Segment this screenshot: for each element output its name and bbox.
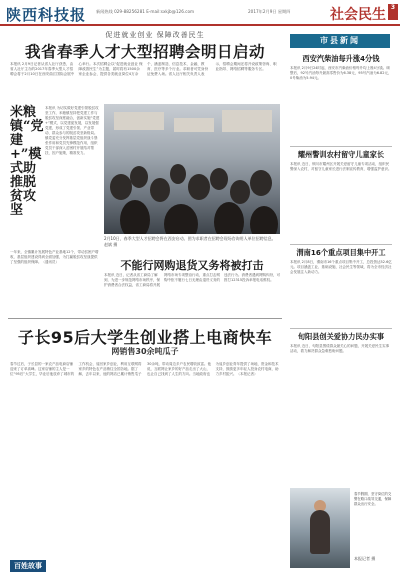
- masthead-date: 2017年2月9日 星期四: [248, 9, 291, 14]
- sidebar-photo-caption: 春节假期，坚守岗位的交警在路口疏导交通，保障群众出行安全。: [354, 492, 392, 506]
- sidebar-item-body: 本报讯 近日，旬阳县围绕群众最关心的问题，开展关爱民生实事活动，着力解决群众急难愁盼问题。: [290, 344, 390, 353]
- sidebar-item-title[interactable]: 旬阳县创关爱协力民办实事: [297, 332, 385, 341]
- sidebar-item-title[interactable]: 西安汽柴油每升涨4分钱: [302, 54, 380, 63]
- sidebar-photo-credit: 本报记者 摄: [354, 556, 376, 561]
- masthead: [0, 0, 400, 26]
- lead-kicker: 促进就业创业 保障改善民生: [105, 31, 205, 39]
- secondary-headline[interactable]: 不能行网购退货又务将被打击: [120, 259, 264, 272]
- feature-subheadline: 网销售30余吨瓜子: [111, 347, 179, 356]
- commentary-body-continued: 一年来，全镇累计发展特色产业基地12个，带动贫困户增收，基层组织建设得到全面加强，为打赢脱贫攻坚战提供了坚强的组织保障。（通讯员）: [10, 250, 99, 264]
- sidebar-divider: [290, 146, 392, 147]
- sidebar-item-body: 本报讯 近日，铜川市耀州区开展关爱留守儿童专项活动，组织民警深入农村，对留守儿童家长进行法制宣传教育，增强监护意识。: [290, 162, 392, 171]
- feature-headline[interactable]: 子长95后大学生创业搭上电商快车: [17, 328, 273, 347]
- page-number: 3: [388, 4, 398, 20]
- paper-logo: 陕西科技报: [6, 6, 87, 24]
- traffic-police-photo: [290, 488, 350, 568]
- masthead-contact: 新闻热线 029-88256281 E-mail:sxkjb@126.com: [96, 9, 195, 14]
- commentary-headline[interactable]: 米粮镇“党建+”模式助推脱贫攻坚: [10, 105, 44, 218]
- sidebar-item-title[interactable]: 耀州警训农村留守儿童家长: [297, 150, 385, 159]
- job-fair-photo: [104, 104, 280, 234]
- lead-headline[interactable]: 我省春季人才大型招聘会明日启动: [24, 43, 265, 61]
- sidebar-divider: [290, 244, 392, 245]
- sidebar-item-title[interactable]: 渭南16个重点项目集中开工: [296, 248, 386, 257]
- commentary-body: 本报讯 为切实做好党建引领脱贫攻坚工作，米粮镇坚持把党建工作与脱贫攻坚深度融合，创新实施“党建+”模式，以党建促发展，以发展强党建，形成了党建引领、产业带动、群众参与的脱贫攻坚新格局。镇党委充分发挥基层党组织战斗堡垒作用和党员先锋模范作用，组织党员干部深入贫困村开展结对帮扶，因户施策，精准发力。: [45, 106, 100, 155]
- sidebar-item-body: 本报讯 2月9日24时起，西安市汽柴油价格每升均上涨4分钱。调整后，92号汽油每升最高零售价为6.38元，95号汽油为6.82元，0号柴油为5.94元。: [290, 66, 392, 80]
- secondary-body: 本报讯 近日，记者从省工商局了解到，为进一步规范网络市场秩序，保护消费者合法权益，省工商局将开展网络市场专项整治行动，重点打击网购中拒不履行七日无理由退货义务的违法行为。消费者遇到网购纠纷，可拨打12315投诉举报电话维权。: [104, 273, 280, 287]
- sidebar-item-body: 本报讯 2月8日，渭南市16个重点项目集中开工，总投资达52.6亿元。项目涵盖工业、基础设施、社会民生等领域，将为全市经济社会发展注入新动力。: [290, 260, 392, 274]
- lead-body: 本报讯 2月9日记者从省人社厅获悉，由省人社厅主办的2017年春季大型人才招聘会将于2月10日在西安曲江国际会展中心举行。本次招聘会以“促进就业创业 保障改善民生”为主题，届时将有1500余家企业参会，提供各类就业岗位4万余个，涵盖制造、信息技术、金融、教育、医疗等多个行业。求职者可凭身份证免费入场。省人社厅相关负责人表示，招聘会期间还将开设政策咨询、职业指导、网络招聘等服务专区。: [10, 62, 277, 77]
- section-title: 社会民生: [330, 7, 386, 23]
- column-tag: 百姓故事: [10, 560, 46, 572]
- photo-caption: 2月10日，春季大型人才招聘会将在西安启动。图为求职者在招聘会现场咨询用人单位招聘信息。 赵斌 摄: [104, 236, 276, 247]
- feature-body: 春节过后，子长县的一家农产品电商店铺迎来了订单高峰。这家店铺的主人是一位“95后”大学生，毕业后他放弃了城市的工作机会，返回家乡创业，利用互联网将家乡的特色农产品销往全国各地。据了解，去年以来，他的网店已累计销售瓜子30余吨，带动周边多户农民增收致富。他说，互联网让家乡的好产品走出了大山，也让自己找到了人生的方向。当地政府也为返乡创业青年提供了场地、资金和技术支持，鼓励更多年轻人投身农村电商，助力乡村振兴。（本报记者）: [10, 362, 279, 376]
- sidebar-header: 市县新闻: [290, 34, 390, 48]
- section-divider: [8, 318, 282, 319]
- sidebar-divider: [290, 328, 392, 329]
